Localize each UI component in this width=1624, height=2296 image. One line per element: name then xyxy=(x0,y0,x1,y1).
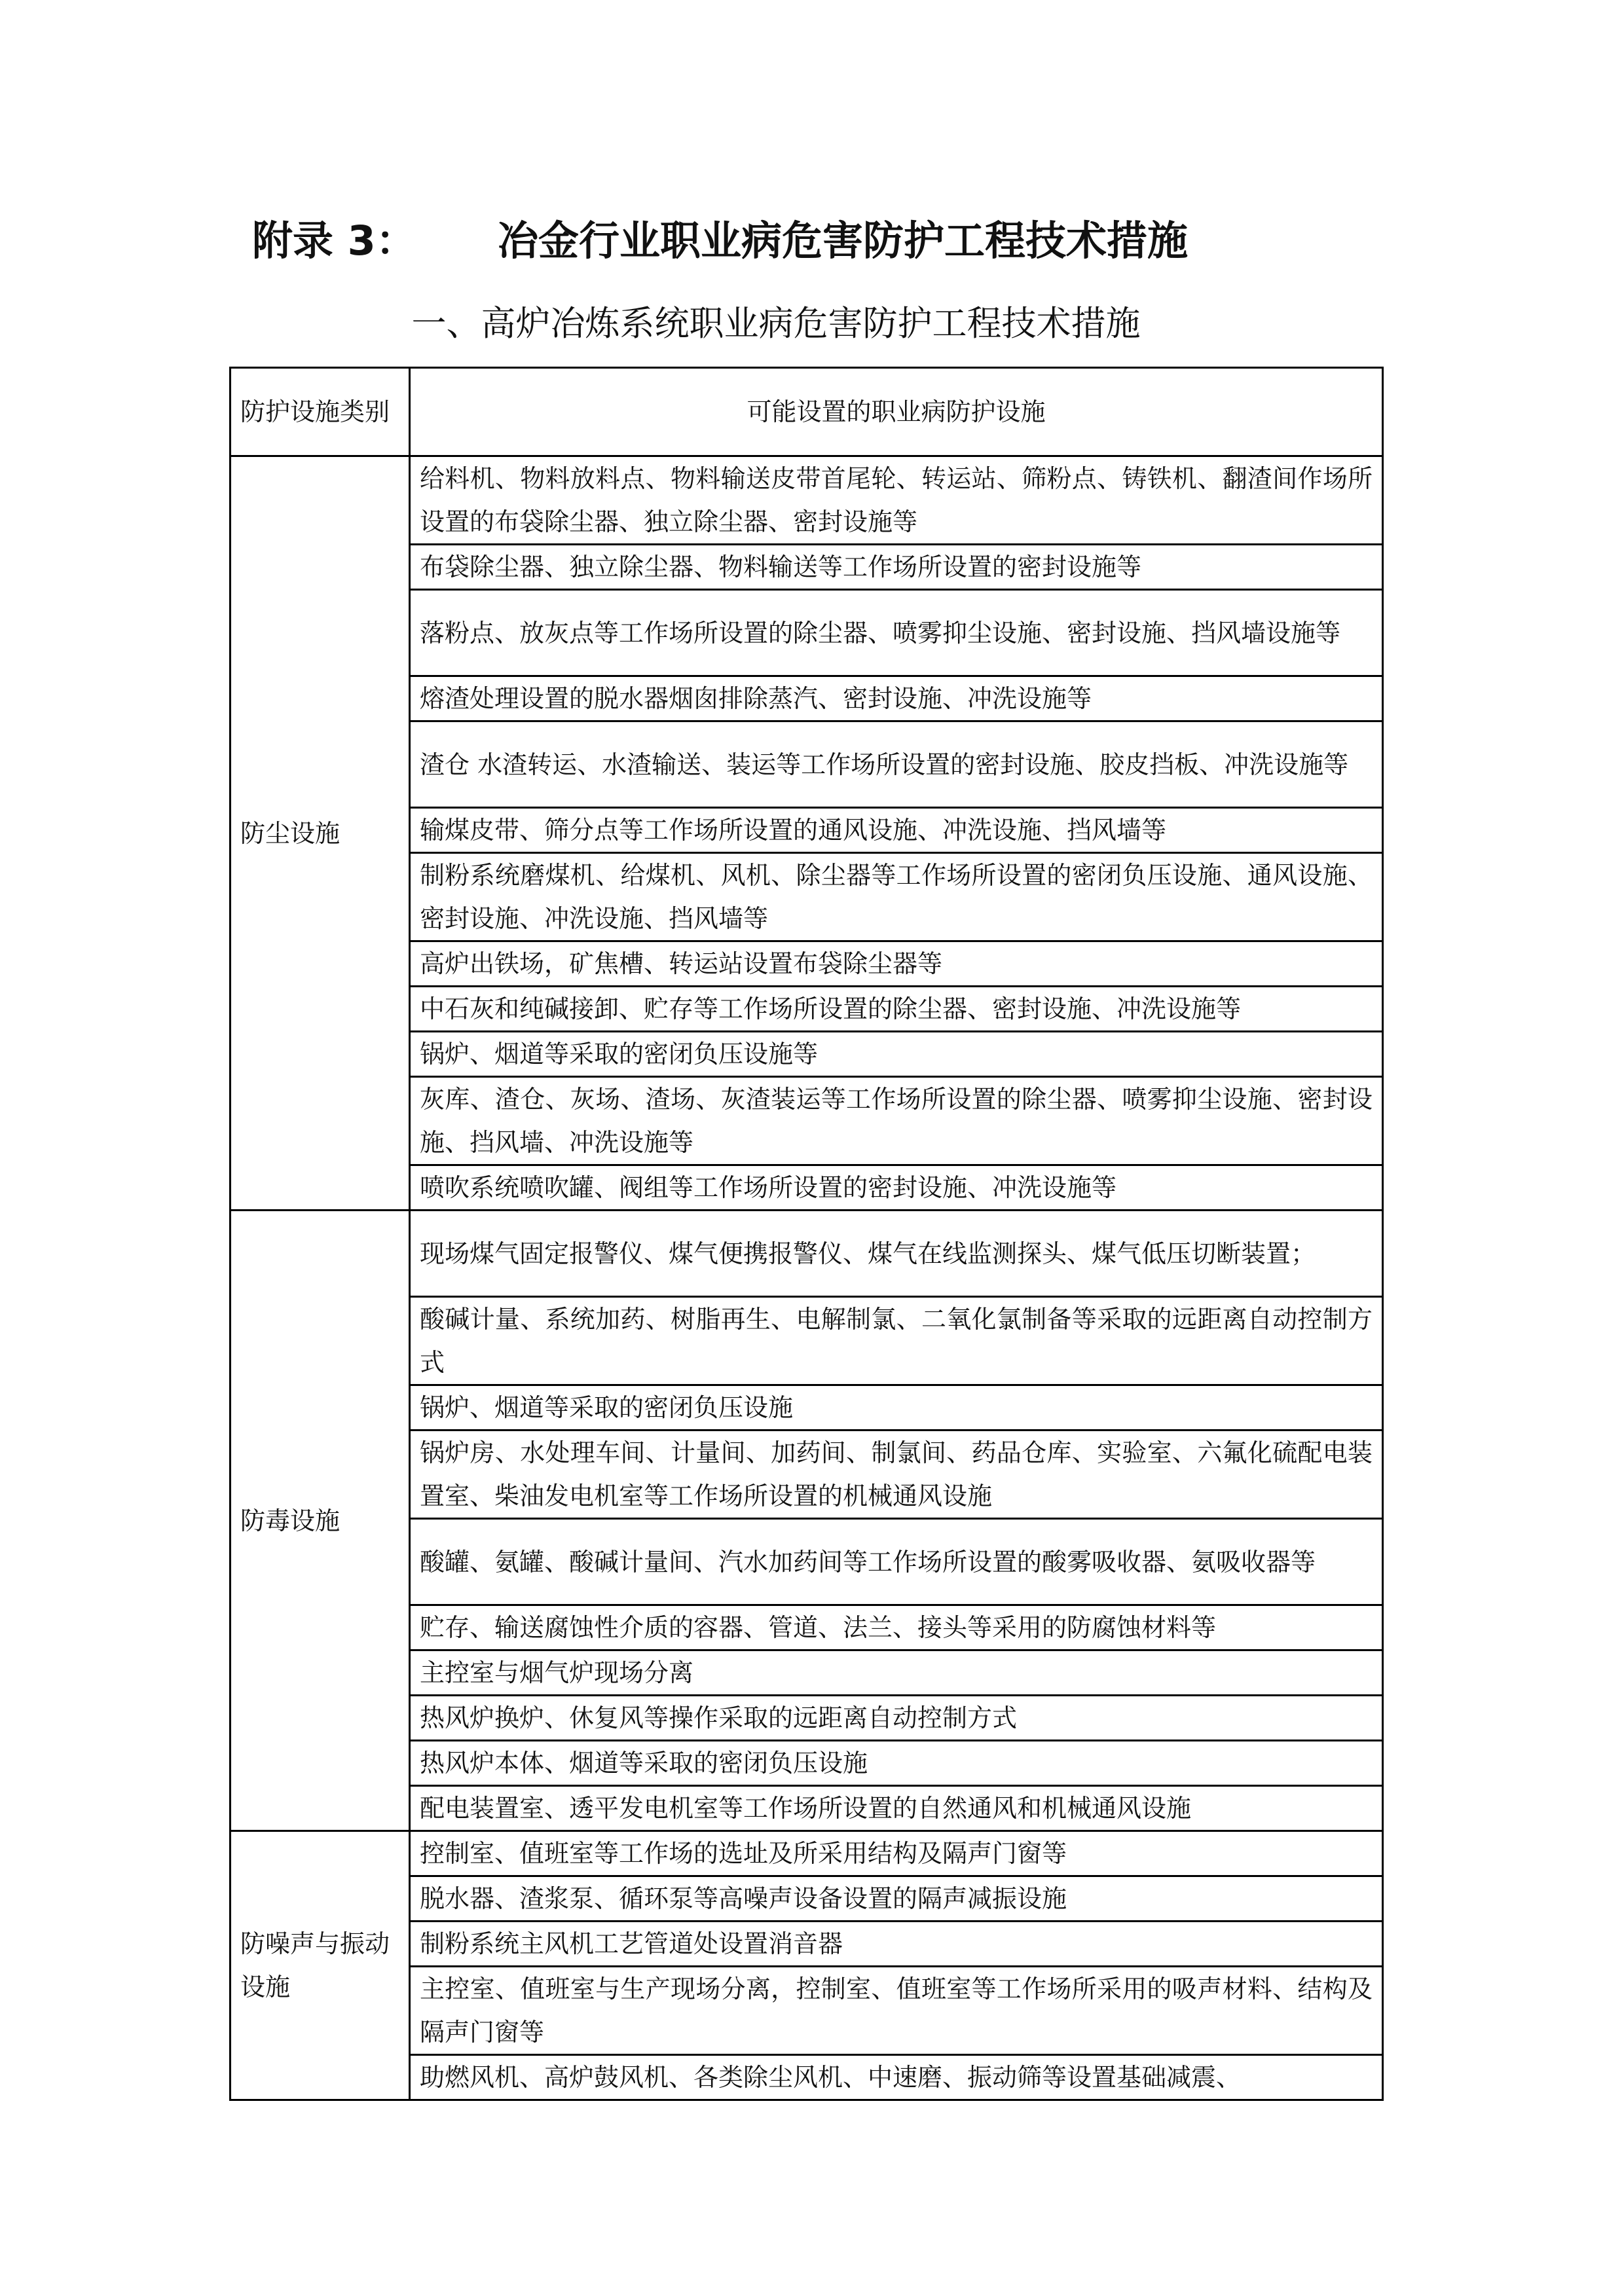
measure-cell: 热风炉换炉、休复风等操作采取的远距离自动控制方式 xyxy=(410,1696,1383,1741)
measure-cell: 锅炉、烟道等采取的密闭负压设施 xyxy=(410,1385,1383,1430)
measure-cell: 主控室、值班室与生产现场分离，控制室、值班室等工作场所采用的吸声材料、结构及隔声门窗等 xyxy=(410,1967,1383,2055)
measure-cell: 酸碱计量、系统加药、树脂再生、电解制氯、二氧化氯制备等采取的远距离自动控制方式 xyxy=(410,1297,1383,1385)
table-row xyxy=(231,1831,1383,1876)
measure-cell: 现场煤气固定报警仪、煤气便携报警仪、煤气在线监测探头、煤气低压切断装置； xyxy=(410,1211,1383,1297)
document-title xyxy=(252,208,1365,274)
header-measures: 可能设置的职业病防护设施 xyxy=(410,368,1383,456)
category-cell: 防尘设施 xyxy=(231,456,410,1211)
measure-cell: 制粉系统主风机工艺管道处设置消音器 xyxy=(410,1922,1383,1967)
measure-cell: 给料机、物料放料点、物料输送皮带首尾轮、转运站、筛粉点、铸铁机、翻渣间作场所设置的布袋除尘器、独立除尘器、密封设施等 xyxy=(410,456,1383,545)
measure-cell: 主控室与烟气炉现场分离 xyxy=(410,1650,1383,1696)
header-category: 防护设施类别 xyxy=(231,368,410,456)
measure-cell: 高炉出铁场，矿焦槽、转运站设置布袋除尘器等 xyxy=(410,941,1383,987)
measure-cell: 控制室、值班室等工作场的选址及所采用结构及隔声门窗等 xyxy=(410,1831,1383,1876)
table-row xyxy=(231,456,1383,545)
measure-cell: 渣仓 水渣转运、水渣输送、装运等工作场所设置的密封设施、胶皮挡板、冲洗设施等 xyxy=(410,721,1383,808)
table-row xyxy=(231,1211,1383,1297)
table-body xyxy=(231,368,1383,2100)
measure-cell: 喷吹系统喷吹罐、阀组等工作场所设置的密封设施、冲洗设施等 xyxy=(410,1165,1383,1211)
appendix-label: 附录 3： xyxy=(252,217,416,264)
measure-cell: 热风炉本体、烟道等采取的密闭负压设施 xyxy=(410,1741,1383,1786)
table-header-row xyxy=(231,368,1383,456)
measure-cell: 锅炉房、水处理车间、计量间、加药间、制氯间、药品仓库、实验室、六氟化硫配电装置室、柴油发电机室等工作场所设置的机械通风设施 xyxy=(410,1430,1383,1519)
measure-cell: 灰库、渣仓、灰场、渣场、灰渣装运等工作场所设置的除尘器、喷雾抑尘设施、密封设施、挡风墙、冲洗设施等 xyxy=(410,1077,1383,1165)
document-main-title: 冶金行业职业病危害防护工程技术措施 xyxy=(498,217,1189,264)
measure-cell: 制粉系统磨煤机、给煤机、风机、除尘器等工作场所设置的密闭负压设施、通风设施、密封设施、冲洗设施、挡风墙等 xyxy=(410,853,1383,941)
measure-cell: 输煤皮带、筛分点等工作场所设置的通风设施、冲洗设施、挡风墙等 xyxy=(410,808,1383,853)
measure-cell: 中石灰和纯碱接卸、贮存等工作场所设置的除尘器、密封设施、冲洗设施等 xyxy=(410,987,1383,1032)
measure-cell: 脱水器、渣浆泵、循环泵等高噪声设备设置的隔声减振设施 xyxy=(410,1876,1383,1922)
measure-cell: 配电装置室、透平发电机室等工作场所设置的自然通风和机械通风设施 xyxy=(410,1786,1383,1831)
category-cell: 防噪声与振动设施 xyxy=(231,1831,410,2100)
measure-cell: 熔渣处理设置的脱水器烟囱排除蒸汽、密封设施、冲洗设施等 xyxy=(410,676,1383,721)
measure-cell: 布袋除尘器、独立除尘器、物料输送等工作场所设置的密封设施等 xyxy=(410,545,1383,590)
measure-cell: 落粉点、放灰点等工作场所设置的除尘器、喷雾抑尘设施、密封设施、挡风墙设施等 xyxy=(410,590,1383,676)
category-cell: 防毒设施 xyxy=(231,1211,410,1831)
section-title: 一、高炉冶炼系统职业病危害防护工程技术措施 xyxy=(411,304,1141,344)
measure-cell: 助燃风机、高炉鼓风机、各类除尘风机、中速磨、振动筛等设置基础减震、 xyxy=(410,2055,1383,2100)
measure-cell: 锅炉、烟道等采取的密闭负压设施等 xyxy=(410,1032,1383,1077)
protection-measures-table xyxy=(229,367,1384,2101)
measure-cell: 酸罐、氨罐、酸碱计量间、汽水加药间等工作场所设置的酸雾吸收器、氨吸收器等 xyxy=(410,1519,1383,1605)
measure-cell: 贮存、输送腐蚀性介质的容器、管道、法兰、接头等采用的防腐蚀材料等 xyxy=(410,1605,1383,1650)
